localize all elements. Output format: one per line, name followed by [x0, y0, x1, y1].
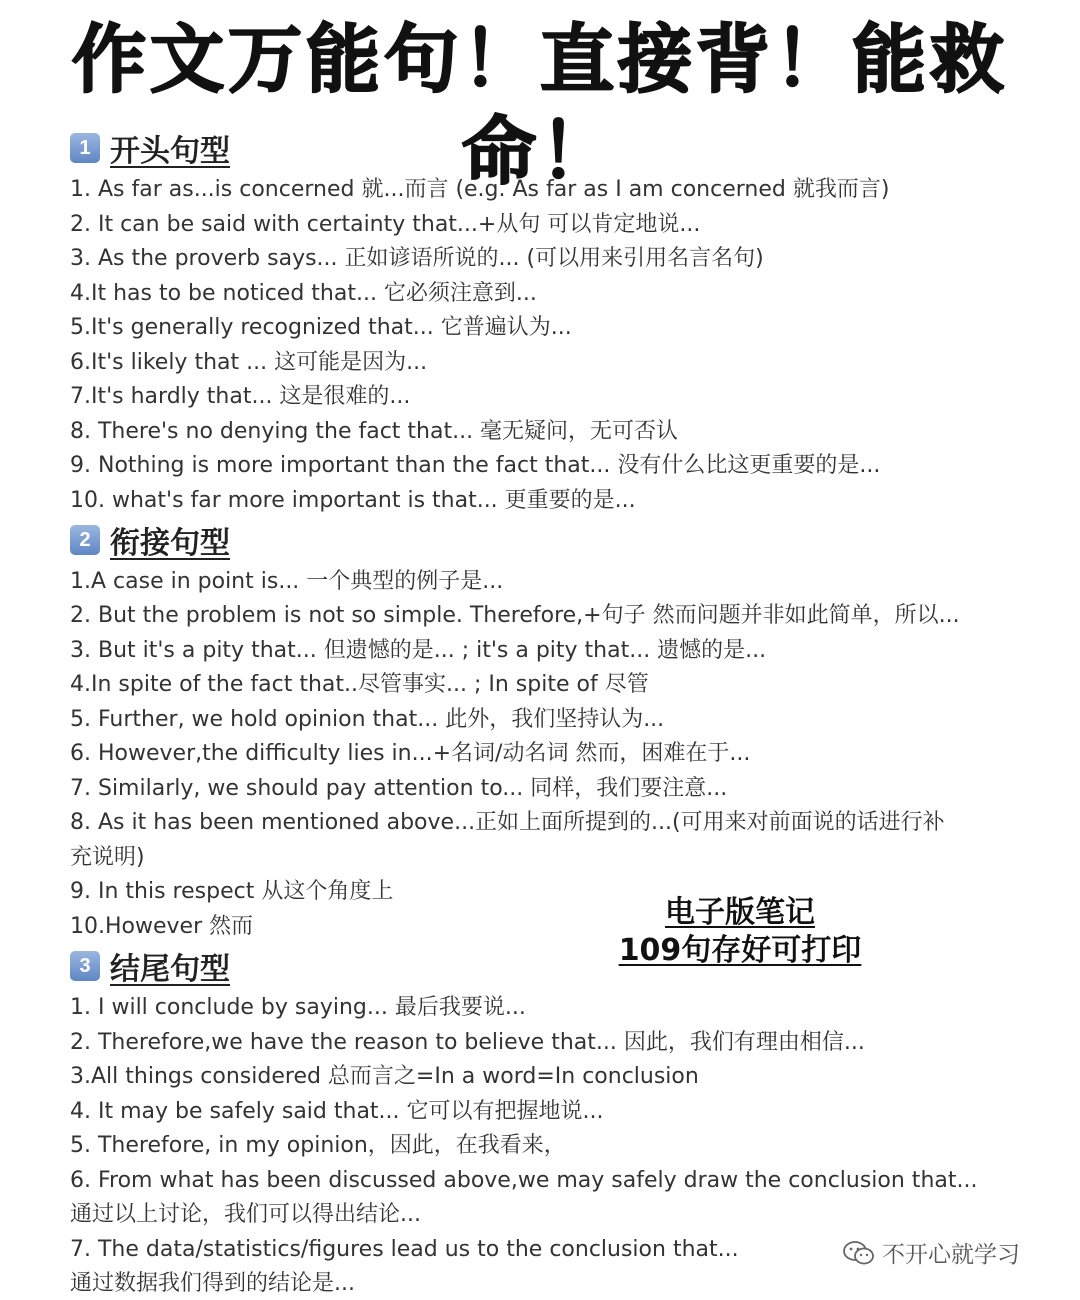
sentence-line: 3. But it's a pity that... 但遗憾的是... ; it's a pity that... 遗憾的是...	[70, 638, 767, 663]
section-title: 开头句型	[110, 134, 230, 169]
section-header-transition	[70, 522, 230, 561]
promo-note	[600, 894, 880, 970]
sentence-line: 5. Therefore, in my opinion，因此，在我看来，	[70, 1133, 566, 1158]
sentence-line: 10. what's far more important is that... 更重要的是...	[70, 488, 636, 513]
number-3-badge: 3	[70, 951, 100, 981]
wechat-icon	[842, 1239, 876, 1267]
section-header-opening	[70, 130, 230, 169]
number-1-badge: 1	[70, 133, 100, 163]
sentence-line: 1.A case in point is... 一个典型的例子是...	[70, 569, 504, 594]
sentence-line: 1. I will conclude by saying... 最后我要说...	[70, 995, 526, 1020]
sentence-line: 7. The data/statistics/figures lead us to the conclusion that...	[70, 1237, 739, 1262]
sentence-line: 6. From what has been discussed above,we may safely draw the conclusion that...	[70, 1168, 978, 1193]
sentence-line: 3. As the proverb says... 正如谚语所说的... (可以用来引用名言名句)	[70, 246, 764, 271]
sentence-line: 4.It has to be noticed that... 它必须注意到...	[70, 281, 537, 306]
sentence-line: 1. As far as...is concerned 就...而言 (e.g. As far as I am concerned 就我而言)	[70, 177, 890, 202]
sentence-line: 7.It's hardly that... 这是很难的...	[70, 384, 411, 409]
sentence-line: 4. It may be safely said that... 它可以有把握地说...	[70, 1099, 604, 1124]
sentence-line: 4.In spite of the fact that..尽管事实... ; In spite of 尽管	[70, 672, 649, 697]
page-title: 作文万能句！直接背！能救命！	[72, 17, 1008, 195]
sentence-line: 5.It's generally recognized that... 它普遍认为...	[70, 315, 572, 340]
sentence-line: 通过数据我们得到的结论是...	[70, 1271, 355, 1296]
sentence-line: 通过以上讨论，我们可以得出结论...	[70, 1202, 421, 1227]
sentence-line: 3.All things considered 总而言之=In a word=In conclusion	[70, 1064, 699, 1089]
section-header-closing	[70, 948, 230, 987]
watermark	[842, 1236, 1020, 1269]
sentence-line: 9. In this respect 从这个角度上	[70, 879, 394, 904]
sentence-line: 充说明)	[70, 845, 145, 870]
sentence-line: 2. But the problem is not so simple. Therefore,+句子 然而问题并非如此简单，所以...	[70, 603, 960, 628]
sentence-line: 2. Therefore,we have the reason to believe that... 因此，我们有理由相信...	[70, 1030, 865, 1055]
watermark-text: 不开心就学习	[882, 1242, 1020, 1268]
sentence-line: 8. As it has been mentioned above...正如上面所提到的...(可用来对前面说的话进行补	[70, 810, 945, 835]
section-title: 衔接句型	[110, 526, 230, 561]
sentence-line: 2. It can be said with certainty that...+从句 可以肯定地说...	[70, 212, 701, 237]
sentence-line: 6. However,the difficulty lies in...+名词/动名词 然而，困难在于...	[70, 741, 751, 766]
promo-line: 109句存好可打印	[618, 933, 862, 968]
sentence-line: 9. Nothing is more important than the fact that... 没有什么比这更重要的是...	[70, 453, 881, 478]
section-title: 结尾句型	[110, 952, 230, 987]
sentence-line: 6.It's likely that ... 这可能是因为...	[70, 350, 428, 375]
sentence-line: 5. Further, we hold opinion that... 此外，我们坚持认为...	[70, 707, 665, 732]
number-2-badge: 2	[70, 525, 100, 555]
sentence-line: 8. There's no denying the fact that... 毫无疑问，无可否认	[70, 419, 679, 444]
sentence-line: 7. Similarly, we should pay attention to... 同样，我们要注意...	[70, 776, 728, 801]
promo-line: 电子版笔记	[665, 895, 815, 930]
sentence-line: 10.However 然而	[70, 914, 254, 939]
